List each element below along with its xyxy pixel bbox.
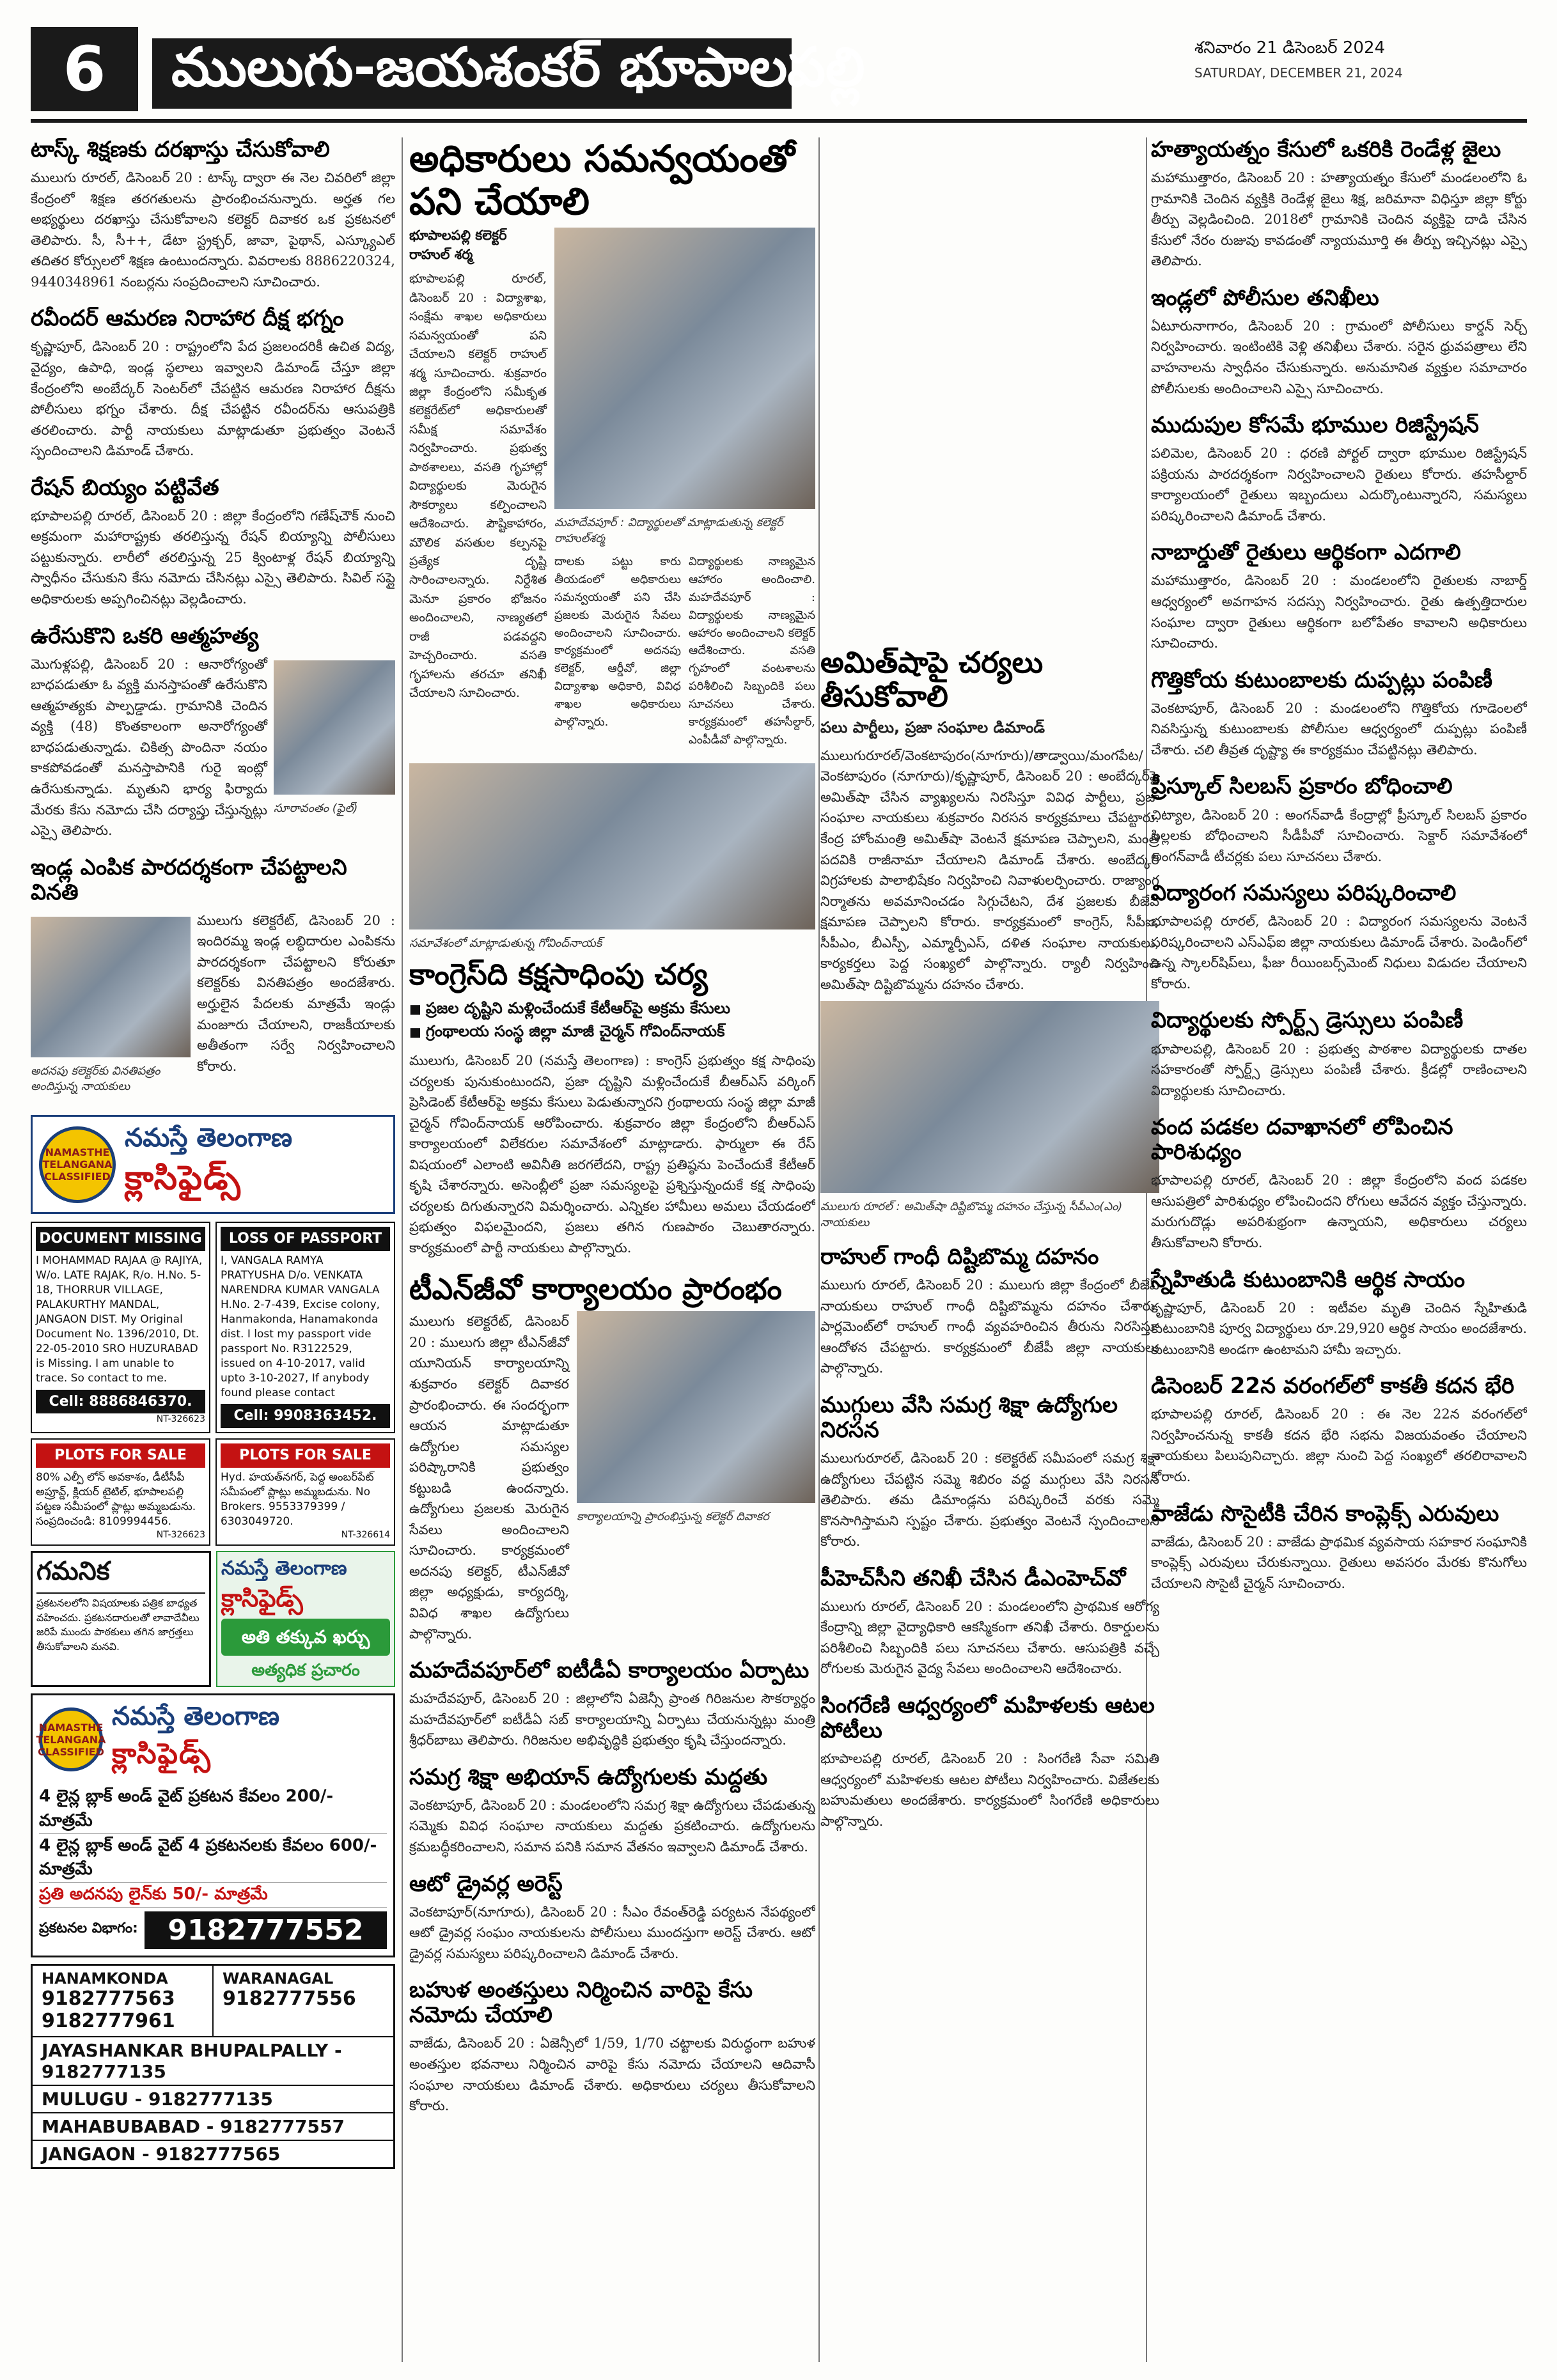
headline: డిసెంబర్ 22న వరంగల్‌లో కాకతీ కదన భేరి bbox=[1151, 1373, 1515, 1399]
article-police-search bbox=[1151, 286, 1527, 399]
ad-text: I MOHAMMAD RAJAA @ RAJIYA, W/o. LATE RAJAK, R/o. H.No. 5-18, THORRUR VILLAGE, PALAKURTHY MANDAL, JANGAON DIST. My Original Document No. 1396/2010, Dt. 22-05-2010 SRO HUZURABAD is Missing. I am unable to trace. So contact to me. bbox=[36, 1254, 203, 1385]
article-body: భూపాలపల్లి రూరల్, డిసెంబర్ 20 : విద్యారంగ సమస్యలను వెంటనే పరిష్కరించాలని ఎస్ఎఫ్ఐ జిల్లా నాయకులు డిమాండ్ చేశారు. పెండింగ్‌లో ఉన్న స్కాలర్‌షిప్‌లు, ఫీజు రీయింబర్స్‌మెంట్ నిధులు విడుదల చేయాలని కోరారు. bbox=[1151, 914, 1527, 992]
headline: ఆటో డ్రైవర్ల అరెస్ట్ bbox=[409, 1871, 563, 1897]
article-singareni-games bbox=[820, 1693, 1159, 1832]
article-body: ములుగు కలెక్టరేట్, డిసెంబర్ 20 : ఇందిరమ్మ ఇండ్ల లబ్ధిదారుల ఎంపికను పారదర్శకంగా చేపట్టాలని కోరుతూ కలెక్టర్‌కు వినతిపత్రం అందజేశారు. అర్హులైన పేదలకు మాత్రమే ఇండ్లు మంజూరు చేయాలని, రాజకీయాలకు అతీతంగా సర్వే నిర్వహించాలని కోరారు. bbox=[197, 912, 395, 1074]
ad-loss-of-passport bbox=[215, 1222, 395, 1433]
office-warangal-phone: 9182777556 bbox=[223, 1987, 356, 2010]
ad-code: NT-326623 bbox=[156, 1414, 205, 1425]
ad-text: Hyd. హయత్‌నగర్, పెద్ద అంబర్‌పేట్ సమీపంలో ప్లాట్లు అమ్మబడును. No Brokers. 9553379399 / 6303049720. bbox=[221, 1470, 374, 1528]
headline: వాజేడు సొసైటీకి చేరిన కాంప్లెక్స్ ఎరువులు bbox=[1151, 1500, 1499, 1527]
column-2 bbox=[409, 137, 815, 2131]
headline: సింగరేణి ఆధ్వర్యంలో మహిళలకు ఆటల పోటీలు bbox=[820, 1692, 1155, 1744]
column-4 bbox=[1151, 137, 1527, 1608]
article-muggulu-protest bbox=[820, 1393, 1159, 1552]
article-kadana-bheri bbox=[1151, 1374, 1527, 1487]
brand-name: నమస్తే తెలంగాణ bbox=[112, 1702, 280, 1732]
headline: బహుళ అంతస్తులు నిర్మించిన వారిపై కేసు నమోదు చేయాలి bbox=[409, 1977, 753, 2028]
headline: ముదుపుల కోసమే భూముల రిజిస్ట్రేషన్ bbox=[1151, 412, 1479, 439]
article-body: భూపాలపల్లి రూరల్, డిసెంబర్ 20 : జిల్లా కేంద్రంలోని గణేష్‌చౌక్ నుంచి అక్రమంగా మహారాష్ట్రకు తరలిస్తున్న రేషన్ బియ్యాన్ని పోలీసులు పట్టుకున్నారు. లారీలో తరలిస్తున్న 25 క్వింటాళ్ల రేషన్ బియ్యాన్ని స్వాధీనం చేసుకుని కేసు నమోదు చేసినట్లు ఎస్సై తెలిపారు. సివిల్ సప్లై అధికారులకు అప్పగించినట్లు వెల్లడించారు. bbox=[31, 508, 395, 607]
date-english: SATURDAY, DECEMBER 21, 2024 bbox=[1194, 65, 1403, 81]
headline: రేషన్ బియ్యం పట్టివేత bbox=[31, 474, 219, 501]
lead-photo bbox=[554, 228, 815, 509]
article-tngo bbox=[409, 1272, 815, 1644]
ad-code: NT-326623 bbox=[156, 1529, 205, 1540]
office-line: JAYASHANKAR BHUPALPALLY - 9182777135 bbox=[33, 2037, 393, 2086]
masthead bbox=[31, 13, 1527, 123]
classified-logo: NAMASTHE TELANGANA CLASSIFIED bbox=[39, 1126, 116, 1203]
article-phc-inspection bbox=[820, 1566, 1159, 1679]
office-hanamkonda-phone-1: 9182777563 bbox=[42, 1987, 175, 2010]
promo-box bbox=[216, 1551, 395, 1687]
rate-line-1: 4 లైన్ల బ్లాక్ అండ్ వైట్ ప్రకటన కేవలం 200/- మాత్రమే bbox=[39, 1785, 387, 1833]
headline: నాబార్డుతో రైతులు ఆర్థికంగా ఎదగాలి bbox=[1151, 540, 1461, 566]
photo-caption: అదనపు కలెక్టర్‌కు వినతిపత్రం అందిస్తున్న నాయకులు bbox=[31, 1064, 160, 1094]
article-task-training bbox=[31, 137, 395, 292]
office-line: MULUGU - 9182777135 bbox=[33, 2086, 393, 2113]
promo-reach: అత్యధిక ప్రచారం bbox=[251, 1661, 360, 1681]
plot-ads bbox=[31, 1438, 395, 1546]
headline: ఉరేసుకొని ఒకరి ఆత్మహత్య bbox=[31, 623, 259, 649]
article-body: వెంకటాపూర్, డిసెంబర్ 20 : మండలంలోని గొత్తికోయ గూడెంలలో నివసిస్తున్న కుటుంబాలకు పోలీసుల ఆధ్వర్యంలో దుప్పట్లు పంపిణీ చేశారు. చలి తీవ్రత దృష్ట్యా ఈ కార్యక్రమం చేపట్టినట్లు తెలిపారు. bbox=[1151, 700, 1527, 758]
article-education-issues bbox=[1151, 881, 1527, 994]
ad-phone: Cell: 8886846370. bbox=[36, 1390, 205, 1414]
column-3 bbox=[820, 646, 1159, 1846]
article-hunger-strike bbox=[31, 306, 395, 461]
ads-dept-label: ప్రకటనల విభాగం: bbox=[39, 1920, 138, 1937]
article-body: వాజేడు, డిసెంబర్ 20 : వాజేడు ప్రాథమిక వ్యవసాయ సహకార సంఘానికి కాంప్లెక్స్ ఎరువులు చేరుకున్నాయి. రైతులు అవసరం మేరకు కొనుగోలు చేయాలని సొసైటీ చైర్మన్ సూచించారు. bbox=[1151, 1534, 1527, 1591]
lead-headline: అధికారులు సమన్వయంతో పని చేయాలి bbox=[409, 137, 795, 223]
ad-text: I, VANGALA RAMYA PRATYUSHA D/o. VENKATA NARENDRA KUMAR VANGALA H.No. 2-7-439, Excise colony, Hanmakonda, Hanamakonda dist. I lost my passport vide passport No. R3122529, issued on 4-10-2017, valid upto 3-10-2027, If anybody found please contact bbox=[221, 1254, 380, 1399]
note-text: ప్రకటనలలోని విషయాలకు పత్రిక బాధ్యత వహించదు. ప్రకటనదారులతో లావాదేవీలు జరిపే ముందు పాఠకులు తగిన జాగ్రత్తలు తీసుకోవాలని మనవి. bbox=[36, 1597, 200, 1653]
article-body: ములుగురూరల్, డిసెంబర్ 20 : కలెక్టరేట్ సమీపంలో సమగ్ర శిక్షా ఉద్యోగులు చేపట్టిన సమ్మె శిబిరం వద్ద ముగ్గులు వేసి నిరసన తెలిపారు. తమ డిమాండ్లను పరిష్కరించే వరకు సమ్మె కొనసాగిస్తామని స్పష్టం చేశారు. ప్రభుత్వం వెంటనే స్పందించాలని కోరారు. bbox=[820, 1450, 1159, 1550]
article-body: మహాముత్తారం, డిసెంబర్ 20 : హత్యాయత్నం కేసులో మండలంలోని ఓ గ్రామానికి చెందిన వ్యక్తికి రెండేళ్ల జైలు శిక్ష, జరిమానా విధిస్తూ జిల్లా కోర్టు తీర్పు వెల్లడించింది. 2018లో గ్రామానికి చెందిన వ్యక్తిపై దాడి చేసిన కేసులో నేరం రుజువు కావడంతో న్యాయమూర్తి ఈ తీర్పు ఇచ్చినట్లు ఎస్సై తెలిపారు. bbox=[1151, 170, 1527, 269]
ad-heading: PLOTS FOR SALE bbox=[36, 1443, 205, 1468]
headline: టాస్క్ శిక్షణకు దరఖాస్తు చేసుకోవాలి bbox=[31, 137, 330, 162]
article-hospital-sanitation bbox=[1151, 1115, 1527, 1253]
headline: వంద పడకల దవాఖానలో లోపించిన పారిశుధ్యం bbox=[1151, 1114, 1453, 1165]
article-ration-rice bbox=[31, 476, 395, 610]
brand-classifieds: క్లాసిఫైడ్స్ bbox=[112, 1738, 212, 1771]
ad-heading: PLOTS FOR SALE bbox=[221, 1443, 390, 1468]
highlight: ■ ప్రజల దృష్టిని మళ్లించేందుకే కేటీఆర్‌పై అక్రమ కేసులు bbox=[409, 997, 815, 1020]
ad-plots-2 bbox=[215, 1438, 395, 1546]
office-warangal-label: WARANAGAL bbox=[223, 1969, 334, 1987]
ad-code: NT-326614 bbox=[341, 1529, 390, 1540]
rate-line-3: ప్రతి అదనపు లైన్‌కు 50/- మాత్రమే bbox=[39, 1883, 387, 1908]
headline: గొత్తికోయ కుటుంబాలకు దుప్పట్లు పంపిణీ bbox=[1151, 667, 1492, 693]
headline: రాహుల్ గాంధీ దిష్టిబొమ్మ దహనం bbox=[820, 1243, 1099, 1270]
headline: కాంగ్రెస్‌ది కక్షసాధింపు చర్య bbox=[409, 957, 708, 992]
article-body: ములుగు రూరల్, డిసెంబర్ 20 : మండలంలోని ప్రాథమిక ఆరోగ్య కేంద్రాన్ని జిల్లా వైద్యాధికారి ఆకస్మికంగా తనిఖీ చేశారు. రికార్డులను పరిశీలించి సిబ్బందికి పలు సూచనలు చేశారు. ఆసుపత్రికి వచ్చే రోగులకు మెరుగైన వైద్య సేవలు అందించాలని ఆదేశించారు. bbox=[820, 1598, 1159, 1677]
headline: సమగ్ర శిక్షా అభియాన్ ఉద్యోగులకు మద్దతు bbox=[409, 1764, 768, 1790]
headline: మహదేవపూర్‌లో ఐటీడీఏ కార్యాలయం ఏర్పాటు bbox=[409, 1658, 810, 1684]
article-body: వెంకటాపూర్, డిసెంబర్ 20 : మండలంలోని సమగ్ర శిక్షా ఉద్యోగులు చేపడుతున్న సమ్మెకు వివిధ సంఘాల నాయకులు మద్దతు ప్రకటించారు. ఉద్యోగులను క్రమబద్ధీకరించాలని, సమాన పనికి సమాన వేతనం ఇవ్వాలని డిమాండ్ చేశారు. bbox=[409, 1797, 815, 1855]
photo-caption: కార్యాలయాన్ని ప్రారంభిస్తున్న కలెక్టర్ దివాకర bbox=[577, 1510, 769, 1524]
ads-dept-phone: 9182777552 bbox=[145, 1911, 387, 1949]
column-1 bbox=[31, 137, 395, 2169]
protest-photo bbox=[820, 1001, 1159, 1193]
ad-heading: DOCUMENT MISSING bbox=[36, 1227, 205, 1251]
ad-phone: Cell: 9908363452. bbox=[221, 1404, 390, 1428]
article-sports-dress bbox=[1151, 1008, 1527, 1101]
inauguration-photo bbox=[577, 1311, 815, 1503]
promo-classifieds: క్లాసిఫైడ్స్ bbox=[221, 1583, 303, 1612]
promo-low-cost: అతి తక్కువ ఖర్చు bbox=[221, 1619, 390, 1656]
classifieds-banner bbox=[31, 1115, 395, 1214]
photo-caption: మహదేవపూర్ : విద్యార్థులతో మాట్లాడుతున్న కలెక్టర్ రాహుల్‌శర్మ bbox=[554, 516, 783, 545]
article-body: భూపాలపల్లి రూరల్, డిసెంబర్ 20 : జిల్లా కేంద్రంలోని వంద పడకల ఆసుపత్రిలో పారిశుధ్యం లోపించిందని రోగులు ఆవేదన వ్యక్తం చేస్తున్నారు. మరుగుదొడ్లు అపరిశుభ్రంగా ఉన్నాయని, అధికారులు చర్యలు తీసుకోవాలని కోరారు. bbox=[1151, 1172, 1527, 1250]
column-rule bbox=[402, 137, 403, 2362]
article-body: వెంకటాపూర్(నూగూరు), డిసెంబర్ 20 : సీఎం రేవంత్‌రెడ్డి పర్యటన నేపథ్యంలో ఆటో డ్రైవర్ల సంఘం నాయకులను పోలీసులు ముందస్తుగా అరెస్ట్ చేశారు. ఆటో డ్రైవర్ల సమస్యలు పరిష్కరించాలని డిమాండ్ చేశారు. bbox=[409, 1904, 815, 1961]
photo-caption: సూరావంతం (ఫైల్) bbox=[274, 801, 358, 815]
article-body: ములుగు, డిసెంబర్ 20 (నమస్తే తెలంగాణ) : కాంగ్రెస్ ప్రభుత్వం కక్ష సాధింపు చర్యలకు పునుకుంటుందని, ప్రజా దృష్టిని మళ్లించేందుకే బీఆర్ఎస్ వర్కింగ్ ప్రెసిడెంట్ కేటీఆర్‌పై అక్రమ కేసులు పెడుతున్నారని గ్రంథాలయ సంస్థ జిల్లా మాజీ చైర్మన్ గోవింద్‌నాయక్ ఆరోపించారు. శుక్రవారం జిల్లా కేంద్రంలోని బీఆర్ఎస్ కార్యాలయంలో విలేకరుల సమావేశంలో మాట్లాడారు. ఫార్ములా ఈ రేస్ విషయంలో ఎలాంటి అవినీతి జరగలేదని, రాష్ట్ర ప్రతిష్ఠను పెంచేందుకే కేటీఆర్ కృషి చేశారన్నారు. అసెంబ్లీలో ప్రజా సమస్యలపై ప్రశ్నిస్తున్నందుకే కక్ష సాధింపు చర్యలకు దిగుతున్నారని విమర్శించారు. ఎన్నికల హామీలు అమలు చేయడంలో ప్రభుత్వం విఫలమైందని, ప్రజలు తగిన గుణపాఠం చెబుతారన్నారు. కార్యక్రమంలో పార్టీ నాయకులు పాల్గొన్నారు. bbox=[409, 1052, 815, 1256]
photo-caption: సమావేశంలో మాట్లాడుతున్న గోవింద్‌నాయక్ bbox=[409, 936, 602, 950]
article-body: మొగుళ్లపల్లి, డిసెంబర్ 20 : ఆనారోగ్యంతో బాధపడుతూ ఓ వ్యక్తి మనస్తాపంతో ఉరేసుకొని ఆత్మహత్యకు పాల్పడ్డాడు. గ్రామానికి చెందిన వ్యక్తి (48) కొంతకాలంగా అనారోగ్యంతో బాధపడుతున్నాడు. చికిత్స పొందినా నయం కాకపోవడంతో మనస్తాపానికి గురై ఇంట్లో ఉరేసుకున్నాడు. మృతుని భార్య ఫిర్యాదు మేరకు కేసు నమోదు చేసి దర్యాప్తు చేస్తున్నట్లు ఎస్సై తెలిపారు. bbox=[31, 656, 267, 839]
article-housing-petition bbox=[31, 855, 395, 1101]
headline: స్నేహితుడి కుటుంబానికి ఆర్థిక సాయం bbox=[1151, 1266, 1465, 1293]
office-contacts bbox=[31, 1964, 395, 2169]
article-rahul-effigy bbox=[820, 1245, 1159, 1379]
article-suicide bbox=[31, 624, 395, 841]
office-hanamkonda-label: HANAMKONDA bbox=[42, 1969, 168, 1987]
headline: అమిత్‌షాపై చర్యలు తీసుకోవాలి bbox=[820, 646, 1044, 713]
article-body: భూపాలపల్లి రూరల్, డిసెంబర్ 20 : సింగరేణి సేవా సమితి ఆధ్వర్యంలో మహిళలకు ఆటల పోటీలు నిర్వహించారు. విజేతలకు బహుమతులు అందజేశారు. కార్యక్రమంలో సింగరేణి అధికారులు పాల్గొన్నారు. bbox=[820, 1751, 1159, 1829]
headline: ముగ్గులు వేసి సమగ్ర శిక్షా ఉద్యోగుల నిరసన bbox=[820, 1392, 1118, 1443]
article-body: కృష్ణాపూర్, డిసెంబర్ 20 : ఇటీవల మృతి చెందిన స్నేహితుడి కుటుంబానికి పూర్వ విద్యార్థులు రూ.29,920 ఆర్థిక సాయం అందజేశారు. కుటుంబానికి అండగా ఉంటామని హామీ ఇచ్చారు. bbox=[1151, 1300, 1527, 1357]
ad-heading: LOSS OF PASSPORT bbox=[221, 1227, 390, 1251]
portrait-photo bbox=[274, 660, 395, 795]
article-body: భూపాలపల్లి రూరల్, డిసెంబర్ 20 : విద్యాశాఖ, సంక్షేమ శాఖల అధికారులు సమన్వయంతో పని చేయాలని కలెక్టర్ రాహుల్ శర్మ సూచించారు. శుక్రవారం జిల్లా కేంద్రంలోని సమీకృత కలెక్టరేట్‌లో అధికారులతో సమీక్ష సమావేశం నిర్వహించారు. ప్రభుత్వ పాఠశాలలు, వసతి గృహాల్లో విద్యార్థులకు మెరుగైన సౌకర్యాలు కల్పించాలని ఆదేశించారు. పౌష్టికాహారం, మౌలిక వసతుల కల్పనపై ప్రత్యేక దృష్టి సారించాలన్నారు. నిర్దేశిత మెనూ ప్రకారం భోజనం అందించాలని, నాణ్యతలో రాజీ పడవద్దని హెచ్చరించారు. వసతి గృహాలను తరచూ తనిఖీ చేయాలని సూచించారు. bbox=[409, 272, 547, 700]
page-number: 6 bbox=[31, 27, 138, 111]
article-blankets bbox=[1151, 668, 1527, 761]
petition-photo bbox=[31, 917, 191, 1057]
article-ssa-support bbox=[409, 1765, 815, 1858]
note-heading: గమనిక bbox=[36, 1557, 205, 1594]
article-body: ములుగురూరల్/వెంకటాపురం(నూగూరు)/తాడ్వాయి/మంగపేట/వెంకటాపురం (నూగూరు)/కృష్ణాపూర్, డిసెంబర్ 20 : అంబేద్కర్‌పై అమిత్‌షా చేసిన వ్యాఖ్యలను నిరసిస్తూ వివిధ పార్టీలు, ప్రజా సంఘాల నాయకులు శుక్రవారం నిరసన కార్యక్రమాలు చేపట్టారు. కేంద్ర హోంమంత్రి అమిత్‌షా వెంటనే క్షమాపణ చెప్పాలని, మంత్రి పదవికి రాజీనామా చేయాలని డిమాండ్ చేశారు. అంబేద్కర్ విగ్రహాలకు పాలాభిషేకం నిర్వహించి నివాళులర్పించారు. రాజ్యాంగ నిర్మాతను అవమానించడం సిగ్గుచేటని, దేశ ప్రజలకు బీజేపీ క్షమాపణ చెప్పాలని కోరారు. కార్యక్రమంలో కాంగ్రెస్, సీపీఐ, సీపీఎం, బీఎస్పీ, ఎమ్మార్పీఎస్, దళిత సంఘాల నాయకులు, కార్యకర్తలు పెద్ద సంఖ్యలో పాల్గొన్నారు. ర్యాలీ నిర్వహించి అమిత్‌షా దిష్టిబొమ్మను దహనం చేశారు. bbox=[820, 747, 1159, 992]
dateline bbox=[1194, 38, 1527, 81]
article-body-cont: దాలకు పట్టు కారు తీయడంలో అధికారులు సమన్వయంతో పని చేసి ప్రజలకు మెరుగైన సేవలు అందించాలని సూచించారు. కార్యక్రమంలో అదనపు కలెక్టర్, ఆర్డీవో, జిల్లా విద్యాశాఖ అధికారి, వివిధ శాఖల అధికారులు పాల్గొన్నారు. bbox=[554, 554, 681, 729]
article-itda bbox=[409, 1658, 815, 1751]
article-lead-coordination bbox=[409, 137, 815, 749]
article-amit-shah bbox=[820, 646, 1159, 1231]
article-body: ములుగు రూరల్, డిసెంబర్ 20 : ములుగు జిల్లా కేంద్రంలో బీజేపీ నాయకులు రాహుల్ గాంధీ దిష్టిబొమ్మను దహనం చేశారు. పార్లమెంట్‌లో రాహుల్ గాంధీ వ్యవహరించిన తీరును నిరసిస్తూ ఆందోళన చేపట్టారు. కార్యక్రమంలో బీజేపీ జిల్లా నాయకులు పాల్గొన్నారు. bbox=[820, 1277, 1159, 1376]
article-body: వాజేడు, డిసెంబర్ 20 : ఏజెన్సీలో 1/59, 1/70 చట్టాలకు విరుద్ధంగా బహుళ అంతస్తుల భవనాలు నిర్మించిన వారిపై కేసు నమోదు చేయాలని ఆదివాసీ సంఘాల నాయకులు డిమాండ్ చేశారు. అధికారులు చర్యలు తీసుకోవాలని కోరారు. bbox=[409, 2035, 815, 2114]
article-body: ములుగు రూరల్, డిసెంబర్ 20 : టాస్క్ ద్వారా ఈ నెల చివరిలో జిల్లా కేంద్రంలో శిక్షణ తరగతులను ప్రారంభించనున్నారు. అర్హత గల అభ్యర్థులు దరఖాస్తు చేసుకోవాలని కలెక్టర్ దివాకర ఒక ప్రకటనలో తెలిపారు. సీ, సీ++, డేటా స్ట్రక్చర్, జావా, పైథాన్, ఎస్క్యూఎల్ తదితర కోర్సులలో శిక్షణ ఉంటుందన్నారు. వివరాలకు 8886220324, 9440348961 నంబర్లను సంప్రదించాలని సూచించారు. bbox=[31, 170, 395, 290]
highlights bbox=[409, 997, 815, 1043]
headline: విద్యారంగ సమస్యలు పరిష్కరించాలి bbox=[1151, 880, 1457, 906]
date-telugu: శనివారం 21 డిసెంబర్ 2024 bbox=[1194, 38, 1386, 58]
promo-brand: నమస్తే తెలంగాణ bbox=[221, 1557, 347, 1580]
article-auto-drivers bbox=[409, 1872, 815, 1964]
article-body-sidebar: విద్యార్థులకు నాణ్యమైన ఆహారం అందించాలి. మహదేవపూర్ : విద్యార్థులకు నాణ్యమైన ఆహారం అందించాలని కలెక్టర్ ఆదేశించారు. వసతి గృహంలో వంటశాలను పరిశీలించి సిబ్బందికి పలు సూచనలు చేశారు. కార్యక్రమంలో తహసీల్దార్, ఎంపీడీవో పాల్గొన్నారు. bbox=[689, 554, 815, 747]
ad-plots-1 bbox=[31, 1438, 210, 1546]
article-body: మహాముత్తారం, డిసెంబర్ 20 : మండలంలోని రైతులకు నాబార్డ్ ఆధ్వర్యంలో అవగాహన సదస్సు నిర్వహించారు. రైతు ఉత్పత్తిదారుల సంఘాల ద్వారా రైతులు ఆర్థికంగా బలోపేతం కావాలని అధికారులు సూచించారు. bbox=[1151, 573, 1527, 651]
article-congress bbox=[409, 763, 815, 1259]
ad-document-missing bbox=[31, 1222, 210, 1433]
note-box bbox=[31, 1551, 211, 1687]
subheadline: పలు పార్టీలు, ప్రజా సంఘాల డిమాండ్ bbox=[820, 718, 1045, 736]
article-body: ములుగు కలెక్టరేట్, డిసెంబర్ 20 : ములుగు జిల్లా టీఎన్‌జీవో యూనియన్ కార్యాలయాన్ని శుక్రవారం కలెక్టర్ దివాకర ప్రారంభించారు. ఈ సందర్భంగా ఆయన మాట్లాడుతూ ఉద్యోగుల సమస్యల పరిష్కారానికి ప్రభుత్వం కట్టుబడి ఉందన్నారు. ఉద్యోగులు ప్రజలకు మెరుగైన సేవలు అందించాలని సూచించారు. కార్యక్రమంలో అదనపు కలెక్టర్, టీఎన్‌జీవో జిల్లా అధ్యక్షుడు, కార్యదర్శి, వివిధ శాఖల ఉద్యోగులు పాల్గొన్నారు. bbox=[409, 1314, 569, 1642]
photo-caption: ములుగు రూరల్ : అమిత్‌షా దిష్టిబొమ్మ దహనం చేస్తున్న సీపీఎం(ఎం) నాయకులు bbox=[820, 1200, 1123, 1229]
article-land-registration bbox=[1151, 413, 1527, 526]
headline: టీఎన్‌జీవో కార్యాలయం ప్రారంభం bbox=[409, 1272, 782, 1307]
article-nabard bbox=[1151, 540, 1527, 653]
brand-classifieds: క్లాసిఫైడ్స్ bbox=[125, 1159, 242, 1198]
article-buildings bbox=[409, 1978, 815, 2116]
office-line: MAHABUBABAD - 9182777557 bbox=[33, 2113, 393, 2141]
headline: ఇండ్ల ఎంపిక పారదర్శకంగా చేపట్టాలని వినతి bbox=[31, 854, 347, 905]
notice-ads bbox=[31, 1222, 395, 1433]
article-body: చిట్యాల, డిసెంబర్ 20 : అంగన్‌వాడీ కేంద్రాల్లో ప్రీస్కూల్ సిలబస్ ప్రకారం పిల్లలకు బోధించాలని సీడీపీవో సూచించారు. సెక్టార్ సమావేశంలో అంగన్‌వాడీ టీచర్లకు పలు సూచనలు చేశారు. bbox=[1151, 807, 1527, 864]
article-body: కృష్ణాపూర్, డిసెంబర్ 20 : రాష్ట్రంలోని పేద ప్రజలందరికీ ఉచిత విద్య, వైద్యం, ఉపాధి, ఇండ్ల స్థలాలు ఇవ్వాలని డిమాండ్ చేస్తూ జిల్లా కేంద్రంలోని అంబేద్కర్ సెంటర్‌లో చేపట్టిన ఆమరణ నిరాహార దీక్షను పోలీసులు భగ్నం చేశారు. దీక్ష చేపట్టిన రవీందర్‌ను ఆసుపత్రికి తరలించారు. పార్టీ నాయకులు మాట్లాడుతూ ప్రభుత్వం వెంటనే స్పందించాలని డిమాండ్ చేశారు. bbox=[31, 339, 395, 459]
article-body: భూపాలపల్లి, డిసెంబర్ 20 : ప్రభుత్వ పాఠశాల విద్యార్థులకు దాతల సహకారంతో స్పోర్ట్స్ డ్రెస్సులు పంపిణీ చేశారు. క్రీడల్లో రాణించాలని విద్యార్థులకు సూచించారు. bbox=[1151, 1041, 1527, 1098]
classified-rates bbox=[31, 1693, 395, 1957]
article-preschool bbox=[1151, 774, 1527, 867]
column-rule bbox=[818, 137, 820, 2362]
headline: విద్యార్థులకు స్పోర్ట్స్ డ్రెస్సులు పంపిణీ bbox=[1151, 1007, 1464, 1034]
headline: ప్రీస్కూల్ సిలబస్ ప్రకారం బోధించాలి bbox=[1151, 774, 1453, 800]
section-title: ములుగు-జయశంకర్ భూపాలపల్లి bbox=[152, 38, 792, 109]
classified-logo: NAMASTHE TELANGANA CLASSIFIED bbox=[39, 1707, 103, 1771]
article-body: పలిమెల, డిసెంబర్ 20 : ధరణి పోర్టల్ ద్వారా భూముల రిజిస్ట్రేషన్ పక్రియను పారదర్శకంగా నిర్వహించాలని రైతులు కోరారు. తహసీల్దార్ కార్యాలయంలో రైతులు ఇబ్బందులు ఎదుర్కొంటున్నారని, సమస్యలు పరిష్కరించాలని డిమాండ్ చేశారు. bbox=[1151, 446, 1527, 524]
article-body: ఏటూరునాగారం, డిసెంబర్ 20 : గ్రామంలో పోలీసులు కార్డన్ సెర్చ్ నిర్వహించారు. ఇంటింటికి వెళ్లి తనిఖీలు చేశారు. సరైన ధ్రువపత్రాలు లేని వాహనాలను స్వాధీనం చేసుకున్నారు. అనుమానిత వ్యక్తుల సమాచారం పోలీసులకు అందించాలని ఎస్సై సూచించారు. bbox=[1151, 318, 1527, 396]
article-jail-sentence bbox=[1151, 137, 1527, 272]
headline: హత్యాయత్నం కేసులో ఒకరికి రెండేళ్ల జైలు bbox=[1151, 137, 1501, 162]
office-line: JANGAON - 9182777565 bbox=[42, 2143, 281, 2165]
brand-name: నమస్తే తెలంగాణ bbox=[125, 1123, 293, 1153]
article-body: భూపాలపల్లి రూరల్, డిసెంబర్ 20 : ఈ నెల 22న వరంగల్‌లో నిర్వహించనున్న కాకతీ కదన భేరి సభను విజయవంతం చేయాలని నాయకులు పిలుపునిచ్చారు. జిల్లా నుంచి పెద్ద సంఖ్యలో తరలిరావాలని కోరారు. bbox=[1151, 1406, 1527, 1484]
article-fertilizers bbox=[1151, 1502, 1527, 1594]
rate-line-2: 4 లైన్ల బ్లాక్ అండ్ వైట్ 4 ప్రకటనలకు కేవలం 600/- మాత్రమే bbox=[39, 1834, 387, 1883]
headline: పీహెచ్‌సీని తనిఖీ చేసిన డీఎంహెచ్‌వో bbox=[820, 1565, 1126, 1591]
headline: రవీందర్ ఆమరణ నిరాహార దీక్ష భగ్నం bbox=[31, 306, 344, 332]
headline: ఇండ్లలో పోలీసుల తనిఖీలు bbox=[1151, 284, 1379, 311]
article-body: మహదేవపూర్, డిసెంబర్ 20 : జిల్లాలోని ఏజెన్సీ ప్రాంత గిరిజనుల సౌకర్యార్థం మహదేవపూర్‌లో ఐటీడీఏ సబ్ కార్యాలయాన్ని ఏర్పాటు చేయనున్నట్లు మంత్రి శ్రీధర్‌బాబు తెలిపారు. గిరిజనుల అభివృద్ధికి ప్రభుత్వం కృషి చేస్తుందన్నారు. bbox=[409, 1691, 815, 1748]
meeting-photo bbox=[409, 763, 815, 929]
office-hanamkonda-phone-2: 9182777961 bbox=[42, 2009, 175, 2032]
byline: భూపాలపల్లి కలెక్టర్ రాహుల్ శర్మ bbox=[409, 228, 507, 263]
ad-text: 80% ఎల్పీ లోన్ అవకాశం, డీటీసీపీ అప్రూవ్డ్, క్లియర్ టైటిల్, భూపాలపల్లి పట్టణ సమీపంలో ప్లాట్లు అమ్మబడును. సంప్రదించండి: 8109994456. bbox=[36, 1470, 196, 1528]
highlight: ■ గ్రంథాలయ సంస్థ జిల్లా మాజీ చైర్మన్ గోవింద్‌నాయక్ bbox=[409, 1020, 815, 1043]
article-friend-aid bbox=[1151, 1268, 1527, 1360]
